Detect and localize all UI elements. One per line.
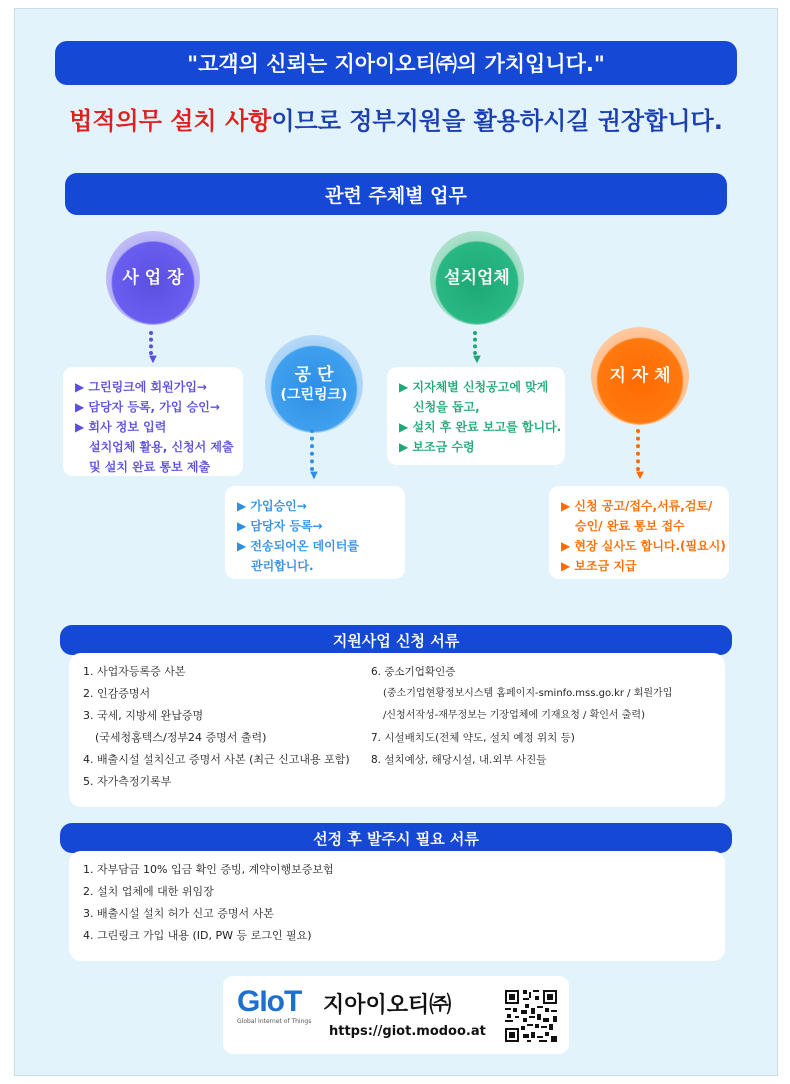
section-application-docs-title	[60, 625, 732, 655]
application-docs-left	[83, 661, 368, 793]
doc-item: /신청서작성-재무정보는 기장업체에 기재요청 / 확인서 출력)	[383, 710, 645, 721]
workplace-item-3: ▶ 회사 정보 입력	[75, 420, 167, 434]
application-docs-right	[371, 661, 721, 771]
order-docs-list	[83, 859, 334, 947]
poster	[14, 8, 778, 1076]
doc-item: 7. 시설배치도(전체 약도, 설치 예정 위치 등)	[371, 732, 575, 744]
box-local-gov	[549, 486, 729, 579]
order-docs-box	[69, 851, 725, 961]
corporation-item-2: ▶ 담당자 등록→	[237, 519, 323, 533]
installer-item-2: 신청을 돕고,	[413, 400, 480, 414]
slogan-text: "고객의 신뢰는 지아이오티㈜의 가치입니다."	[187, 52, 605, 76]
workplace-item-2: ▶ 담당자 등록, 가입 승인→	[75, 400, 220, 414]
doc-item: (중소기업현황정보시스템 홈페이지-sminfo.mss.go.kr / 회원가입	[383, 688, 673, 699]
circle-corporation	[265, 335, 363, 433]
headline	[15, 101, 777, 136]
corporation-item-1: ▶ 가입승인→	[237, 499, 307, 513]
box-installer	[387, 367, 565, 465]
giot-logo	[237, 986, 313, 1025]
logo-text: GIoT	[237, 985, 302, 1018]
box-corporation	[225, 486, 405, 579]
company-url[interactable]: https://giot.modoo.at	[329, 1024, 486, 1039]
doc-item: (국세청홈텍스/정부24 증명서 출력)	[95, 731, 267, 744]
footer	[223, 976, 569, 1054]
circle-local-gov	[591, 327, 689, 425]
local-gov-item-4: ▶ 보조금 지급	[561, 559, 637, 573]
local-gov-item-1: ▶ 신청 공고/접수,서류,검토/	[561, 499, 713, 513]
doc-item: 8. 설치예상, 해당시설, 내.외부 사진들	[371, 754, 547, 766]
installer-item-4: ▶ 보조금 수령	[399, 440, 475, 454]
doc-item: 2. 설치 업체에 대한 위임장	[83, 885, 214, 898]
arrow-local-gov: ▼	[634, 429, 646, 483]
corporation-item-4: 관리합니다.	[251, 559, 314, 573]
arrow-workplace: ▼	[147, 331, 159, 365]
application-docs-box	[69, 653, 725, 807]
circle-workplace-label: 사 업 장	[122, 267, 184, 288]
qr-code-icon	[503, 988, 559, 1044]
section-order-docs-title	[60, 823, 732, 853]
local-gov-item-2: 승인/ 완료 통보 접수	[575, 519, 685, 533]
box-workplace	[63, 367, 243, 476]
local-gov-item-3: ▶ 현장 실사도 합니다.(필요시)	[561, 539, 726, 553]
section-order-docs-title-text: 선정 후 발주시 필요 서류	[313, 829, 479, 848]
doc-item: 1. 자부담금 10% 입금 확인 증빙, 계약이행보증보험	[83, 863, 334, 876]
circle-corporation-sublabel: (그린링크)	[280, 386, 348, 403]
section-roles-title	[65, 173, 727, 215]
arrow-corporation: ▼	[308, 429, 320, 483]
section-application-docs-title-text: 지원사업 신청 서류	[332, 631, 460, 650]
corporation-item-3: ▶ 전송되어온 데이터를	[237, 539, 359, 553]
doc-item: 3. 국세, 지방세 완납증명	[83, 709, 204, 722]
installer-item-3: ▶ 설치 후 완료 보고를 합니다.	[399, 420, 562, 434]
doc-item: 6. 중소기업확인증	[371, 666, 456, 678]
slogan-banner	[55, 41, 737, 85]
workplace-item-4: 설치업체 활용, 신청서 제출	[89, 440, 234, 454]
doc-item: 4. 그린링크 가입 내용 (ID, PW 등 로그인 필요)	[83, 929, 312, 942]
headline-rest: 이므로 정부지원을 활용하시길 권장합니다.	[271, 107, 723, 135]
headline-red: 법적의무 설치 사항	[69, 107, 272, 135]
circle-local-gov-label: 지 자 체	[609, 365, 671, 386]
circle-corporation-label: 공 단	[294, 364, 334, 385]
arrow-installer: ▼	[471, 331, 483, 365]
circle-installer	[430, 231, 524, 325]
doc-item: 2. 인감증명서	[83, 687, 151, 700]
workplace-item-1: ▶ 그린링크에 회원가입→	[75, 380, 207, 394]
doc-item: 5. 자가측정기록부	[83, 775, 172, 788]
circle-installer-label: 설치업체	[444, 267, 510, 288]
doc-item: 3. 배출시설 설치 허가 신고 증명서 사본	[83, 907, 274, 920]
logo-tagline: Global Internet of Things	[237, 1018, 312, 1025]
installer-item-1: ▶ 지자체별 신청공고에 맞게	[399, 380, 549, 394]
company-name: 지아이오티㈜	[323, 993, 452, 1018]
doc-item: 1. 사업자등록증 사본	[83, 665, 186, 678]
circle-workplace	[106, 231, 200, 325]
section-roles-title-text: 관련 주체별 업무	[325, 184, 467, 207]
doc-item: 4. 배출시설 설치신고 증명서 사본 (최근 신고내용 포함)	[83, 753, 350, 766]
workplace-item-5: 및 설치 완료 통보 제출	[89, 460, 211, 474]
